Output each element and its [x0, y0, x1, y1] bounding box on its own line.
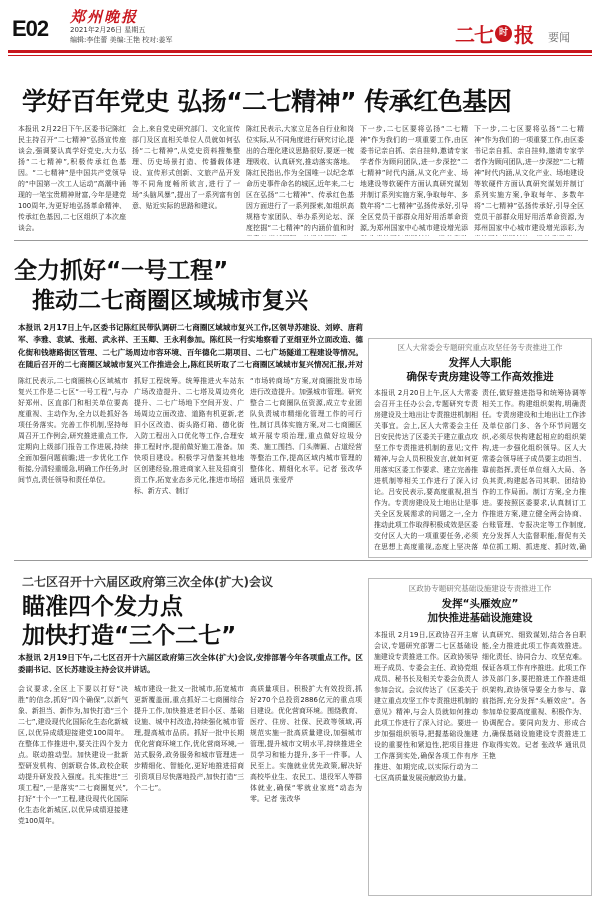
article3-col3: 高质量项目。积极扩大有效投资,抓好270个总投资2886亿元的重点项目建设。优化营商环境。围绕教育、医疗、住房、社保、民政等领域,再规范实施一批高质量建设,加强城市管理,提升城市文明水平,持续推进全员学习和能力提升,多干一件事。人民至上。实施就业优先政策,解决好高校毕业生、农民工、退役军人等群体就业,确保“零就业家庭”动态为零。记者 张改华 [250, 685, 362, 803]
article1-col3: 陈红民表示,大家立足各自行业和岗位实际,从不同角度进行研究讨论,提出的合理化建议思路很好,要逐一梳理吸收、认真研究,推动落实落地。陈红民指出,作为全国唯一以纪念革命历史事件命名的城区,近年来,二七区在弘扬“二七精神”、传承红色基因方面进行了一系列探索,如组织高规格专家团队、举办系列论坛、深度挖掘“二七精神”的内涵价值和时 [246, 125, 354, 232]
article1-col4b: 下一步,二七区要将弘扬“二七精神”作为我们的一项重要工作,由区委书记亲自抓、亲自挂帅,邀请专家学者作为顾问团队,进一步深挖“二七精神”时代内涵,从文化产业、场地建设等软硬件方面认真研究谋划并制订系列实施方案,争取每年、多数年将“二七精神”弘扬传承好,引导全区党员干部群众用好用活革命资源,为郑州国家中心城市建设增光添彩,为 [474, 125, 584, 232]
section-tag: 要闻 [548, 31, 570, 44]
brand-erqi: 二七 [455, 22, 493, 47]
sidebar2-title-1: 发挥“头雁效应” [441, 598, 519, 610]
sidebar1-kicker: 区人大常委会专题研究重点攻坚任务专责推进工作 [397, 343, 563, 352]
sidebar1-title-1: 发挥人大职能 [448, 357, 512, 369]
section-brand [446, 22, 542, 47]
masthead-rule-thin [8, 55, 592, 56]
newspaper-logo: 郑州晚报 [70, 8, 139, 26]
article3-lead: 本报讯 2月19日下午,二七区召开十六届区政府第三次全体(扩大)会议,安排部署今年各项重点工作。区委副书记、区长苏建设主持会议并讲话。 [18, 653, 363, 675]
article2-col2: 抓好工程统筹。统筹推进火车站东广场改造提升、二七塔及周边亮化提升、二七广场地下空间开发、广场周边立面改造、道路有机更新,老旧小区改造、街头路灯箱、德化街入防工程出入口优化等工作,合理安排工程时序,提前做好施工准备。加快项目建设。积极学习借鉴其他地区创建经验,推进商家入驻及招商引资工作,拓宽业态多元化,推进市场招标、新方式、制订 [134, 377, 244, 495]
article2-headline-2: 推动二七商圈区域城市复兴 [32, 288, 308, 314]
sidebar2-col2: 认真研究、细致谋划,结合各自职能,全力推进此项工作高效推进。细化责任、协同合力、攻坚克难。保证各项工作有序推进。此项工作涉及部门多,要把推进工作推进组织架构,政协领导要全力参与、靠前指挥,充分发挥“头雁效应”。各参加单位要高度重视、积极作为、协调配合。要同向发力、形成合力,确保基础设施建设专责推进工作取得实效。记者 张改华 通讯员 王艳 [482, 631, 586, 760]
sidebar2-col1: 本报讯 2月19日,区政协召开主席会议,专题研究部署二七区基础设施建设专责推进工作。区政协领导班子成员、专委会主任、政协党组成员、秘书长及相关专委会负责人参加会议。会议传达了《区委关于建立重点攻坚工作专责推进机制的意见》精神,与会人员就如何推动此项工作进行了深入讨论。要进一步加强组织领导,把握基础设施建设的重要性和紧迫性,把项目推进工作落到实处,确保各项工作有序推进、如期完成,以实际行动为二七区高质量发展贡献政协力量。 [374, 631, 478, 782]
article1-col2: 会上,来自党史研究部门、文化宣传部门及区直相关单位人员就如何弘扬“二七精神”,从党史资料搜集整理、历史场景打造、传播载体建设、宣传形式创新、文旅产品开发等不同角度畅所欲言,进行了一场“头脑风暴”,提出了一系列富有创意、贴近实际的思路和建议。 [132, 125, 240, 210]
divider [14, 240, 588, 241]
masthead-rule [8, 50, 592, 53]
article3-col1: 会议要求,全区上下要以打好“决胜”的信念,抓好“四个确保”,以新气象、新担当、新作为,加快打造“三个二七”,建设现代化国际化生态化新城区,以优异成绩迎接建党100周年。在整体工作推进中,要关注四个发力点。联动推动型。加快建设一批新型研发机构、创新联合体,政校企联动提升研发投入强度。扎实推进“三项工程”,一是落实“二七商圈复兴”,打好“十个一”工程,建设现代化国际化生态化新城区,以优异成绩迎接建党100周年。 [18, 685, 128, 825]
sidebar1-col1: 本报讯 2月20日上午,区人大常委会召开主任办公会,专题研究专责房建设及土地出让专责推进机制相关事宜。会上,区人大常委会主任吕安民传达了区委关于建立重点攻坚工作专责推进机制的意见;文件精神,与会人员积极发言,就如何更用落实区委工作要求、建立完善推进机制等相关工作进行了深入讨论。吕安民表示,要高度重视,担当作为。专责房建设及土地出让是事关全区发展需求的问题之一,全力推动此项工作取得积极成效是区委交付区人大的一项重要任务,必须在思想上高度重视,态度上坚决落 [374, 389, 478, 551]
article3-headline-1: 瞄准四个发力点 [22, 594, 183, 620]
sidebar1-col2: 责任,做好推进指导和统筹协调等相关工作。构建组织架构,明确责任。专责房建设和土地出让工作涉及单位部门多、各个环节问题交织,必须尽快构建起相应的组织架构,进一步强化组织领导。区人大常委会领导班子成员要主动担当、靠前指挥,责任单位细入大局、各负其责,构建起各司其职、团结协作的工作局面。制订方案,全力推进。要按照区委要求,认真制订工作推进方案,建立健全两会协商、台账管理、专报决定等工作制度,充分发挥人大监督职能,督促有关单位抓工期、抓进度、抓时效,确 [482, 389, 586, 551]
article2-col3: “市场转商场”方案,对商圈批发市场进行改造提升。加强城市管理。研究整合二七商圈队伍资源,成立专业团队负责城市精细化管理工作的可行性,制订具体实施方案,对二七商圈区域开展专项治理,重点做好垃圾分类、施工围挡、门头牌匾、占道经营等整治工作,提高区域内城市管理的整体化、精细化水平。记者 张改华 通讯员 张爱芹 [250, 377, 362, 484]
article1-col1: 本报讯 2月22日下午,区委书记陈红民主持召开“二七精神”弘扬宣传座谈会,强调要认真学好党史,大力弘扬“二七精神”,积极传承红色基因。“二七精神”是中国共产党领导的“中国第一次工人运动”高潮中涌现的一笔宝贵精神财富,今年是建党100周年,为更好地弘扬革命精神、传承红色基因,二七区组织了本次座谈会。 [18, 125, 126, 232]
article2-col1: 陈红民表示,二七商圈核心区域城市复兴工作是二七区“一号工程”,与办好郑州、区直部门和相关单位要高度重视、主动作为,全力以赴抓好各项任务落实。完善工作机制,坚持每周召开工作例会,研究推进重点工作,定期向上级部门报告工作进展,持续全面加强问题前瞻;进一步优化工作衔接,分清轻重缓急,明确工作任务,时间节点,责任领导和责任单位。 [18, 377, 128, 484]
article2-headline-1: 全力抓好“一号工程” [14, 258, 229, 284]
divider [14, 560, 588, 561]
article3-headline-2: 加快打造“三个二七” [22, 623, 237, 649]
sidebar1-title-2: 确保专责房建设等工作高效推进 [406, 371, 554, 383]
brand-circle-icon: 时 [495, 25, 512, 42]
staff-credits: 编辑:李佳蕾 美编:王艳 校对:姜军 [70, 36, 173, 44]
brand-bao: 报 [514, 22, 533, 47]
article3-col2: 城市建设一批又一批城市,拓宽城市更新覆盖面,重点抓好二七商圈综合提升工作,加快推进老旧小区、基础设施、城中村改造,持续强化城市管理,提高城市品质。抓好一批中长期优化营商环境工作,优化营商环境,一站式服务,政务服务和城市管理进一步精细化、智能化,更好地推进招商引资项目尽快落地投产,加快打造“三个二七”。 [134, 685, 244, 792]
article1-headline: 学好百年党史 弘扬“二七精神” 传承红色基因 [22, 87, 512, 116]
sidebar2-kicker: 区政协专题研究基础设施建设专责推进工作 [408, 584, 552, 593]
issue-date: 2021年2月26日 星期五 [70, 26, 146, 34]
article1-col4a: 下一步,二七区要将弘扬“二七精神”作为我们的一项重要工作,由区委书记亲自抓、亲自挂帅,邀请专家学者作为顾问团队,进一步深挖“二七精神”时代内涵,从文化产业、场地建设等软硬件方面认真研究谋划并制订系列实施方案,争取每年、多数年将“二七精神”弘扬传承好,引导全区党员干部群众用好用活革命资源,为郑州国家中心城市建设增光添 [360, 125, 468, 232]
article3-kicker: 二七区召开十六届区政府第三次全体(扩大)会议 [22, 575, 273, 589]
page-number: E02 [12, 16, 49, 41]
article2-lead: 本报讯 2月17日上午,区委书记陈红民带队调研二七商圈区域城市复兴工作,区领导苏建设、刘婷、唐莉军、李雅、袁斌、张超、武永祥、王玉卿、王永利参加。陈红民一行实地察看了亚细亚外立面改造、德化街和钱塘路街区管理、二七广场周边市容环境、百年德化二期项目、二七广场隧道工程建设等情况。在随后召开的二七商圈区域城市复兴工作推进会上,陈红民听取了二七商圈区域城市复兴情况汇报,并对 [18, 323, 363, 370]
sidebar2-title-2: 加快推进基础设施建设 [427, 612, 533, 624]
